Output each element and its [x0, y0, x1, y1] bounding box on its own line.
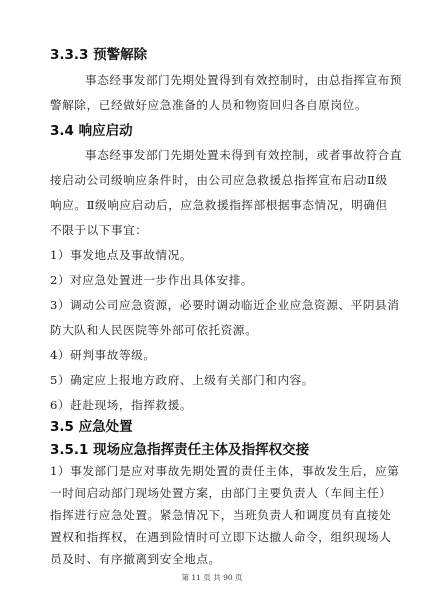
paragraph-line: 事态经事发部门先期处置未得到有效控制，或者事故符合直 [85, 148, 403, 162]
list-item: 6）赶赴现场，指挥救援。 [50, 398, 193, 412]
paragraph-line: 1）事发部门是应对事故先期处置的责任主体，事故发生后，应第 [50, 464, 400, 478]
paragraph-line: 事态经事发部门先期处置得到有效控制时，由总指挥宣布预 [85, 73, 403, 87]
paragraph-line: 指挥进行应急处置。紧急情况下，当班负责人和调度员有直接处 [50, 508, 392, 522]
heading-3-4: 3.4 响应启动 [50, 123, 133, 139]
heading-3-5: 3.5 应急处置 [50, 419, 133, 435]
list-item: 防大队和人民医院等外部可依托资源。 [50, 323, 258, 337]
paragraph-line: 置权和指挥权，在遇到险情时可立即下达撤人命令，组织现场人 [50, 530, 392, 544]
paragraph-line: 接启动公司级响应条件时，由公司应急救援总指挥宣布启动Ⅱ级 [50, 173, 388, 187]
list-item: 5）确定应上报地方政府、上级有关部门和内容。 [50, 373, 315, 387]
paragraph-line: 员及时、有序撤离到安全地点。 [50, 552, 221, 566]
list-item: 3）调动公司应急资源，必要时调动临近企业应急资源、平阴县消 [50, 298, 400, 312]
list-item: 1）事发地点及事故情况。 [50, 248, 193, 262]
paragraph-line: 一时间启动部门现场处置方案，由部门主要负责人（车间主任） [50, 486, 392, 500]
heading-3-3-3: 3.3.3 预警解除 [50, 47, 148, 63]
paragraph-line: 响应。Ⅱ级响应启动后，应急救援指挥部根据事态情况，明确但 [50, 198, 388, 212]
page-number: 第 11 页 共 90 页 [181, 573, 243, 582]
paragraph-line: 不限于以下事宜： [50, 223, 148, 237]
heading-3-5-1: 3.5.1 现场应急指挥责任主体及指挥权交接 [50, 442, 310, 458]
list-item: 4）研判事故等级。 [50, 348, 156, 362]
paragraph-line: 警解除，已经做好应急准备的人员和物资回归各自原岗位。 [50, 98, 368, 112]
list-item: 2）对应急处置进一步作出具体安排。 [50, 273, 254, 287]
